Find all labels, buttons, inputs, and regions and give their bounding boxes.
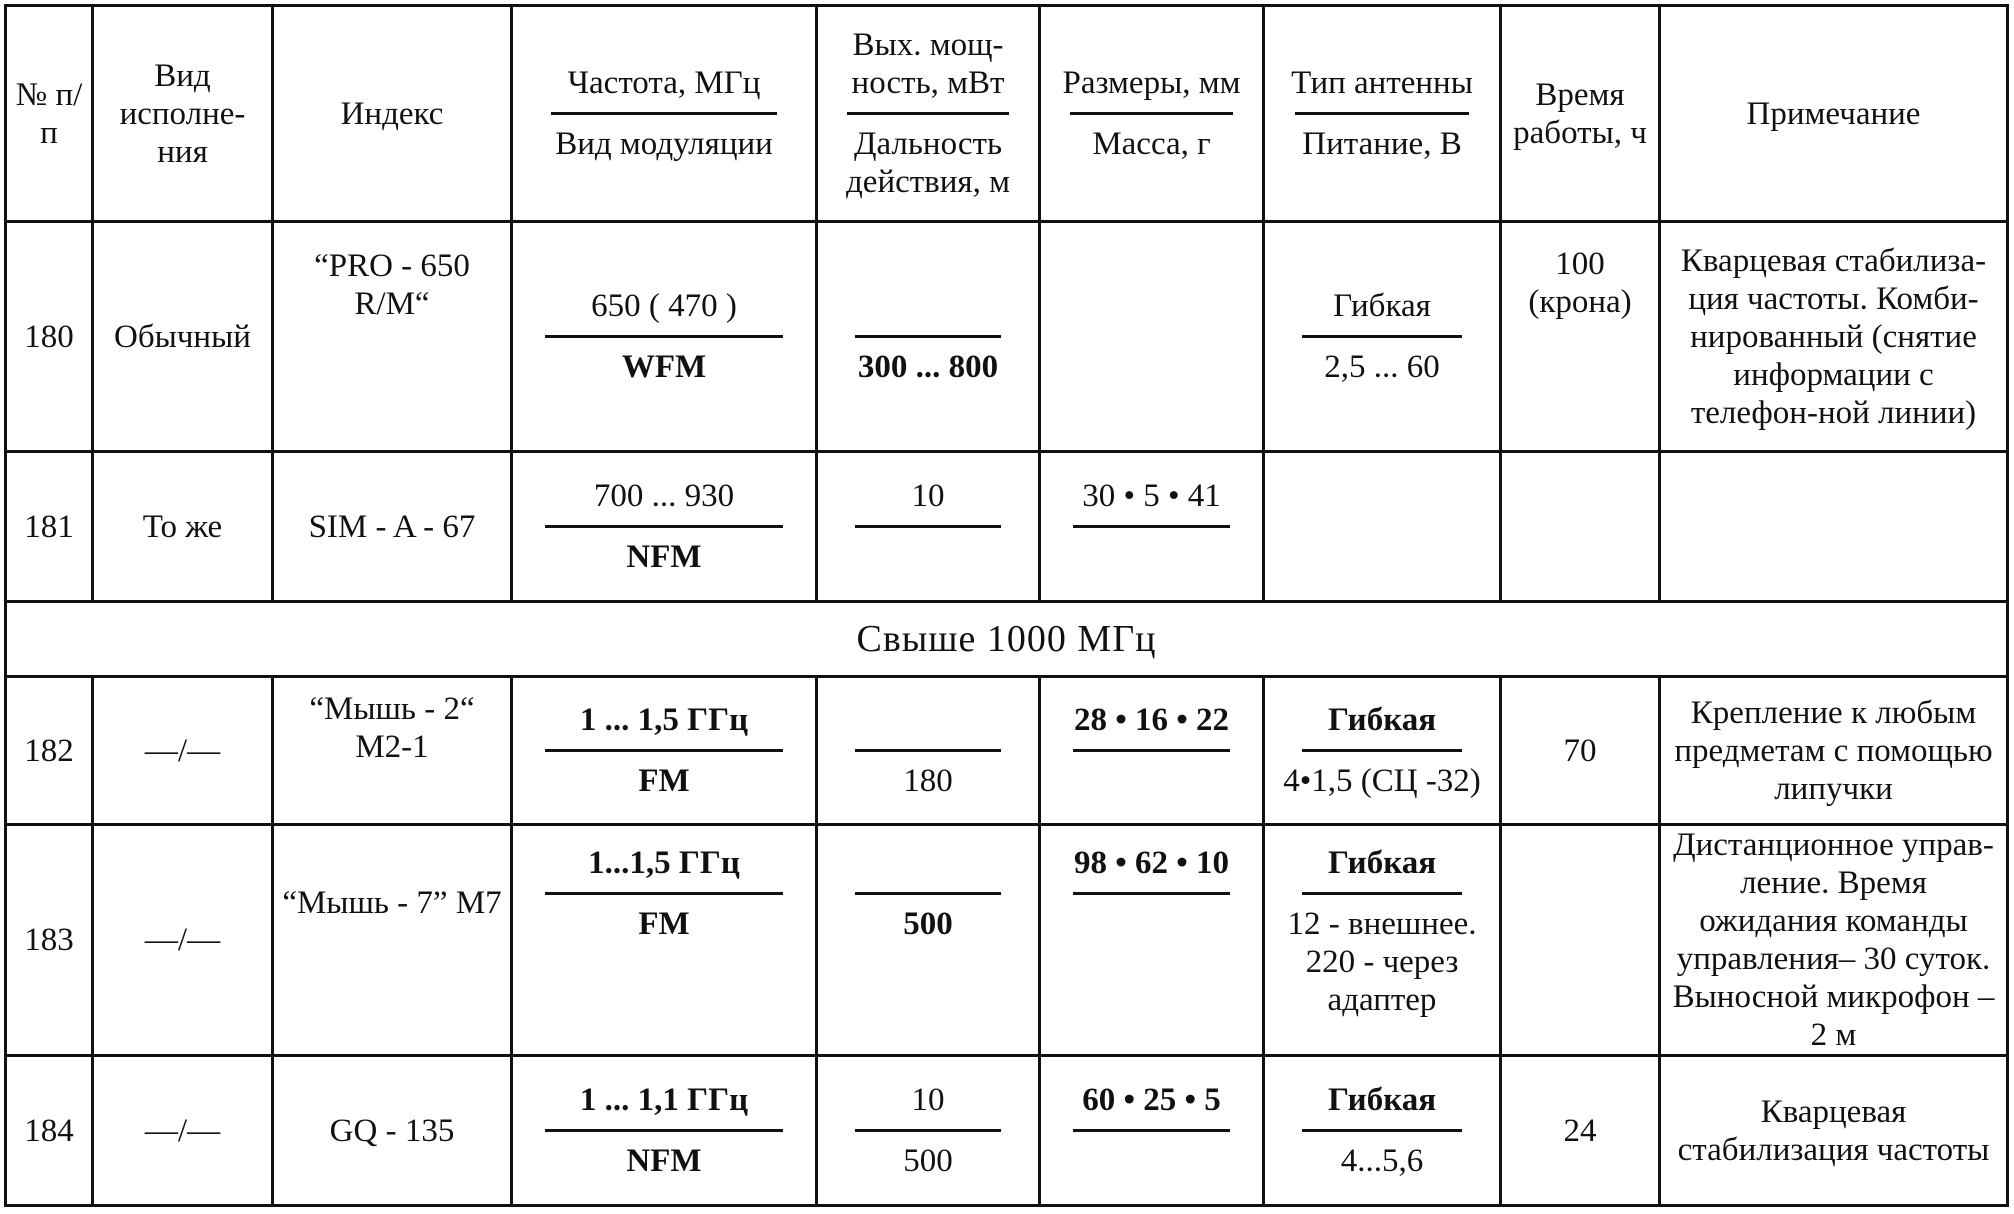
cell-note: Дистанционное управ-ление. Время ожидания команды управления– 30 суток. Выносной микрофон – 2 м — [1660, 825, 2008, 1056]
cell-index: “PRO - 650 R/M“ — [273, 222, 512, 452]
fraction-line — [551, 112, 777, 115]
fraction-line — [1295, 112, 1468, 115]
table-header-row — [6, 6, 2008, 222]
cell-power: 300 ... 800 — [817, 222, 1040, 452]
section-heading: Свыше 1000 МГц — [6, 602, 2008, 677]
cell-num: 183 — [6, 825, 93, 1056]
cell-frequency: 1...1,5 ГГц FM — [512, 825, 817, 1056]
cell-frequency: 1 ... 1,1 ГГц NFM — [512, 1056, 817, 1206]
cell-size — [1040, 222, 1264, 452]
cell-index: “Мышь - 7” М7 — [273, 825, 512, 1056]
cell-work-time: 100 (крона) — [1501, 222, 1660, 452]
cell-type: —/— — [93, 677, 273, 825]
header-antenna: Тип антенны Питание, В — [1264, 6, 1501, 222]
cell-note — [1660, 452, 2008, 602]
cell-num: 181 — [6, 452, 93, 602]
cell-frequency: 1 ... 1,5 ГГц FM — [512, 677, 817, 825]
header-power: Вых. мощ-ность, мВт Дальность действия, м — [817, 6, 1040, 222]
cell-work-time: 24 — [1501, 1056, 1660, 1206]
cell-power: 10 500 — [817, 1056, 1040, 1206]
cell-note: Крепление к любым предметам с помощью липучки — [1660, 677, 2008, 825]
cell-size: 60 • 25 • 5 — [1040, 1056, 1264, 1206]
cell-index: “Мышь - 2“ M2-1 — [273, 677, 512, 825]
header-num: № п/п — [6, 6, 93, 222]
cell-size: 30 • 5 • 41 — [1040, 452, 1264, 602]
table-row — [6, 825, 2008, 1056]
cell-antenna: Гибкая 4•1,5 (СЦ -32) — [1264, 677, 1501, 825]
section-row — [6, 602, 2008, 677]
cell-note: Кварцевая стабилиза-ция частоты. Комби-нированный (снятие информации с телефон-ной линии) — [1660, 222, 2008, 452]
header-index: Индекс — [273, 6, 512, 222]
cell-power: 180 — [817, 677, 1040, 825]
cell-num: 184 — [6, 1056, 93, 1206]
cell-size: 98 • 62 • 10 — [1040, 825, 1264, 1056]
header-work-time: Время работы, ч — [1501, 6, 1660, 222]
cell-work-time — [1501, 825, 1660, 1056]
cell-frequency: 700 ... 930 NFM — [512, 452, 817, 602]
cell-work-time: 70 — [1501, 677, 1660, 825]
header-frequency: Частота, МГц Вид модуляции — [512, 6, 817, 222]
cell-type: —/— — [93, 1056, 273, 1206]
specifications-table — [4, 4, 2009, 1207]
header-type: Вид исполне-ния — [93, 6, 273, 222]
cell-type: —/— — [93, 825, 273, 1056]
header-size: Размеры, мм Масса, г — [1040, 6, 1264, 222]
table-row — [6, 452, 2008, 602]
cell-antenna: Гибкая 4...5,6 — [1264, 1056, 1501, 1206]
cell-type: Обычный — [93, 222, 273, 452]
cell-num: 182 — [6, 677, 93, 825]
table-row — [6, 677, 2008, 825]
cell-note: Кварцевая стабилизация частоты — [1660, 1056, 2008, 1206]
cell-power: 500 — [817, 825, 1040, 1056]
table-row — [6, 222, 2008, 452]
cell-antenna: Гибкая 2,5 ... 60 — [1264, 222, 1501, 452]
cell-antenna: Гибкая 12 - внешнее. 220 - через адаптер — [1264, 825, 1501, 1056]
cell-antenna — [1264, 452, 1501, 602]
header-note: Примечание — [1660, 6, 2008, 222]
fraction-line — [847, 112, 1009, 115]
cell-type: То же — [93, 452, 273, 602]
cell-index: SIM - A - 67 — [273, 452, 512, 602]
cell-work-time — [1501, 452, 1660, 602]
cell-size: 28 • 16 • 22 — [1040, 677, 1264, 825]
table-row — [6, 1056, 2008, 1206]
cell-power: 10 — [817, 452, 1040, 602]
cell-num: 180 — [6, 222, 93, 452]
cell-index: GQ - 135 — [273, 1056, 512, 1206]
fraction-line — [1070, 112, 1233, 115]
cell-frequency: 650 ( 470 ) WFM — [512, 222, 817, 452]
